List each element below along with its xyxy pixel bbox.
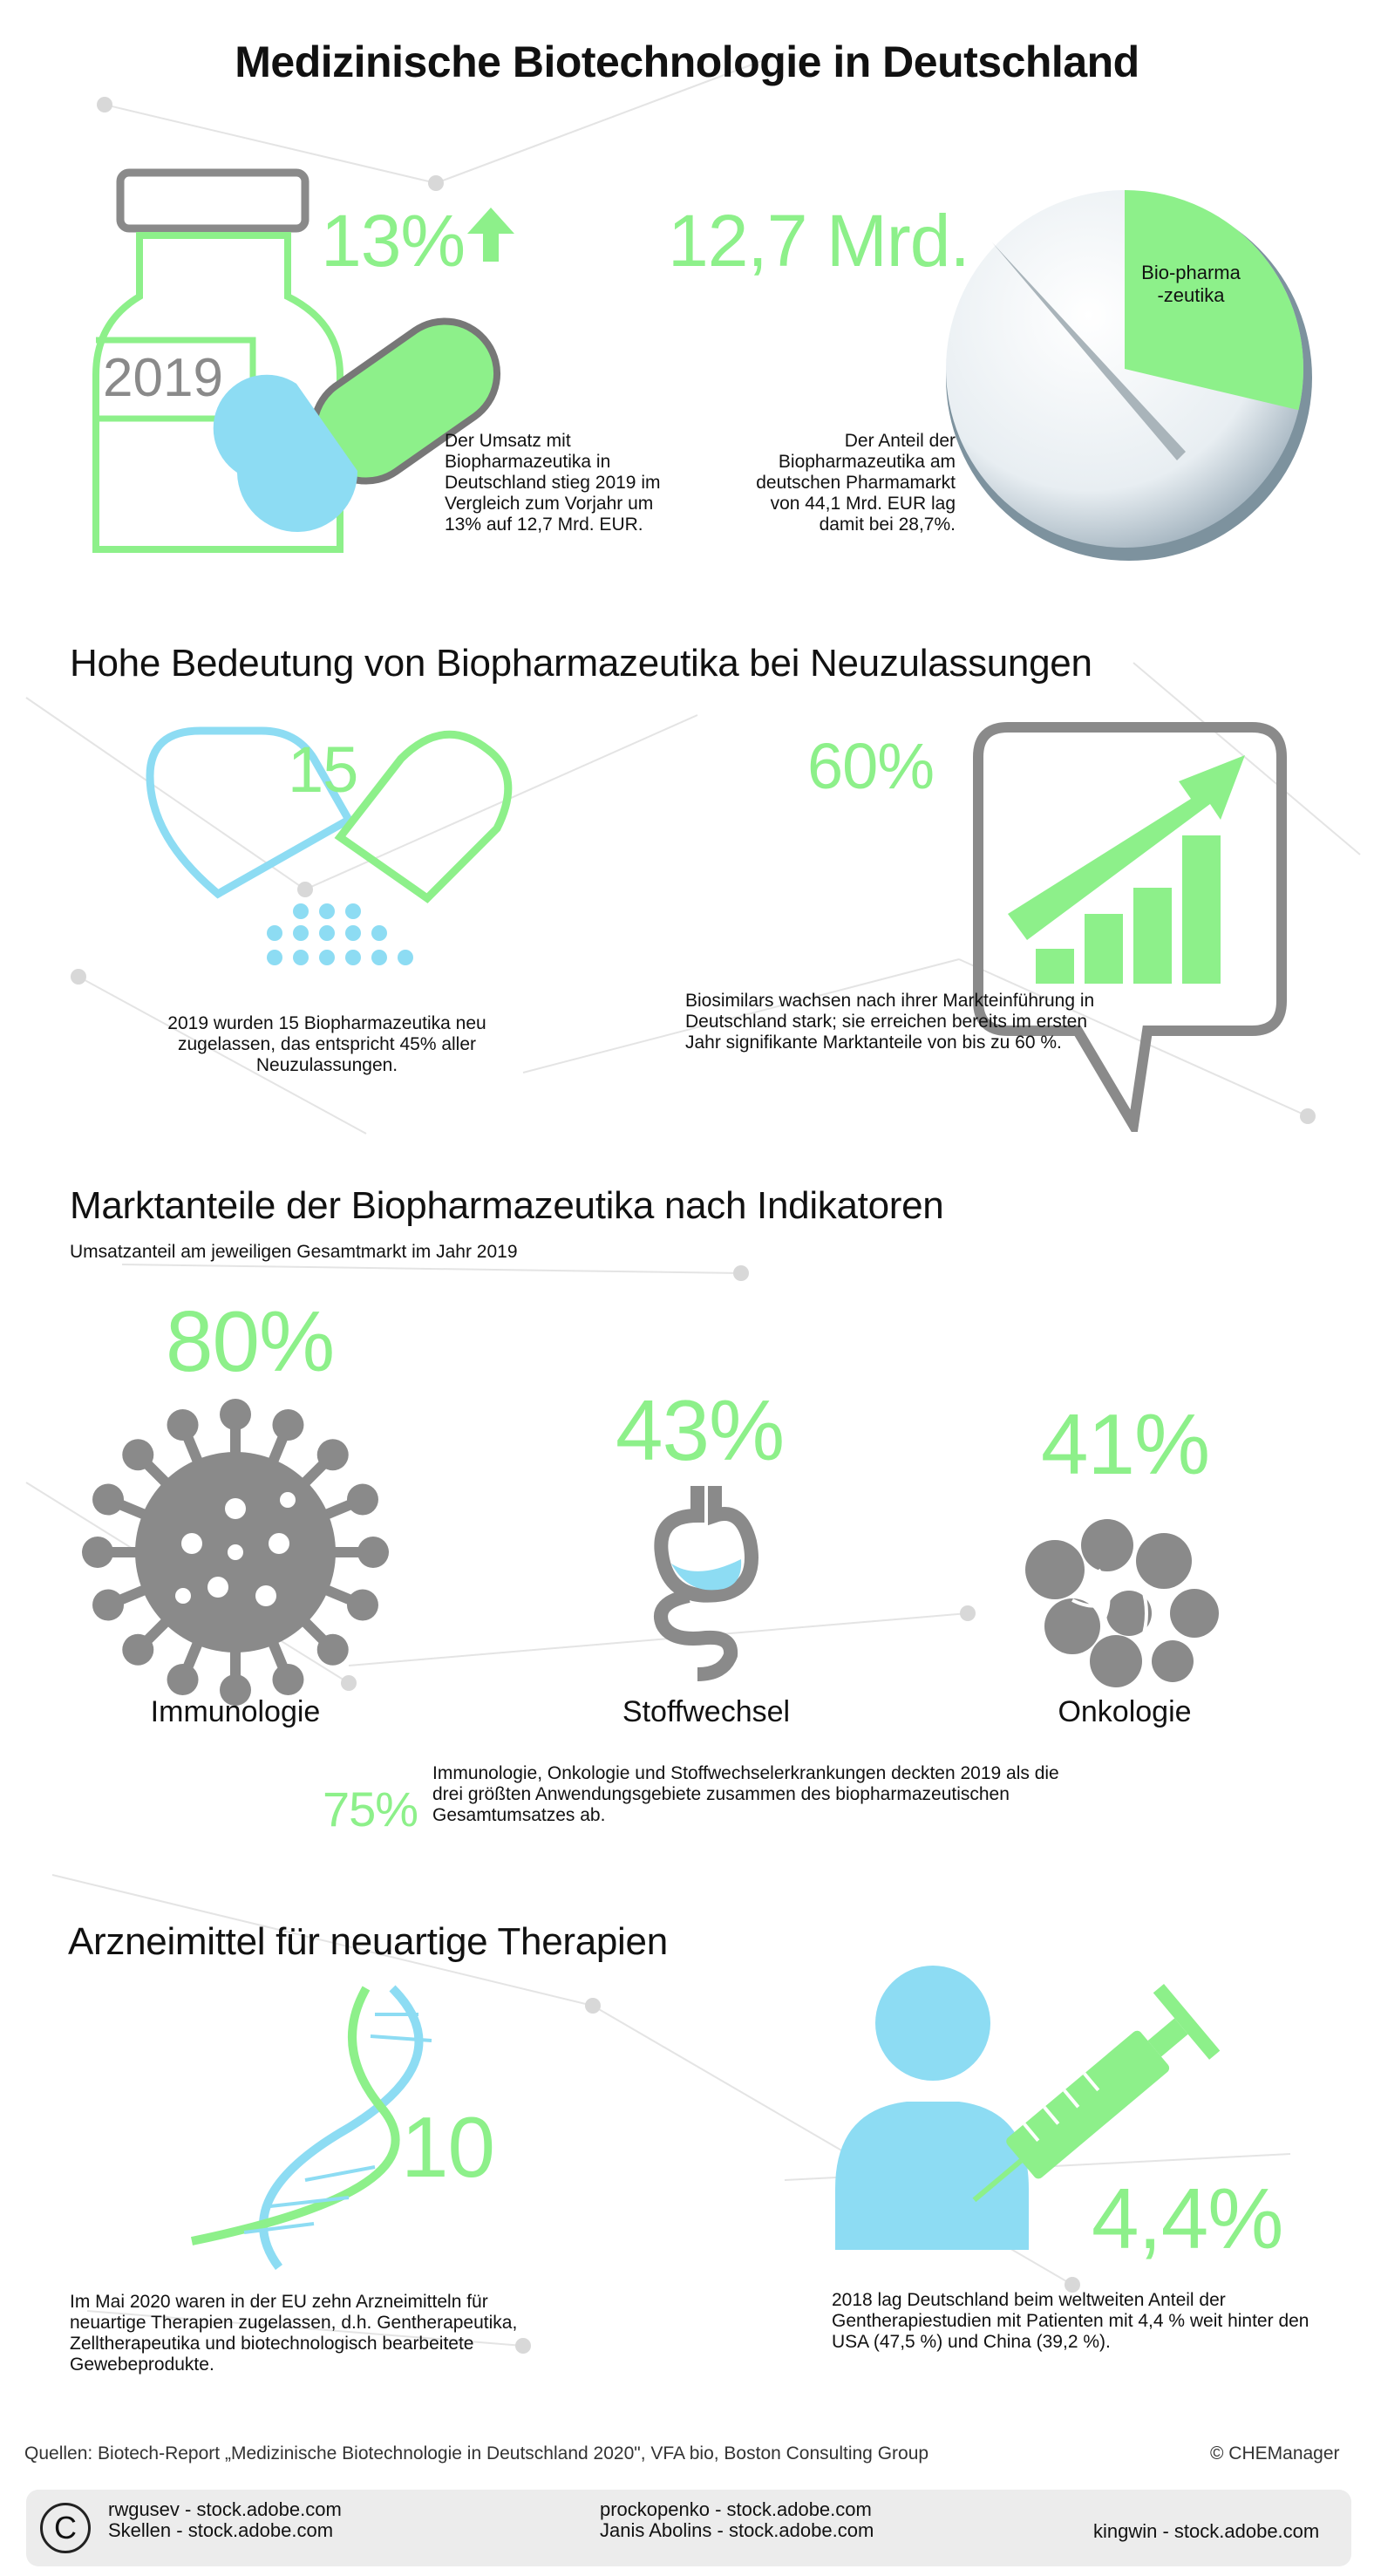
total-text: Immunologie, Onkologie und Stoffwechselerkrankungen deckten 2019 als die drei größten Anwendungsgebiete zusammen des biopharmazeutischen Gesamtumsatzes ab. [432, 1763, 1059, 1825]
virus-spike-tip [317, 1634, 349, 1666]
chart-bar [1182, 835, 1221, 984]
chart-bar [1085, 914, 1123, 984]
section2-heading: Hohe Bedeutung von Biopharmazeutika bei Neuzulassungen [70, 642, 1092, 685]
credit-item: Janis Abolins - stock.adobe.com [600, 2519, 874, 2541]
gene-text: 2018 lag Deutschland beim weltweiten Anteil der Gentherapiestudien mit Patienten mit 4,4 % weit hinter den USA (47,5 %) und China (39,2 %). [832, 2290, 1309, 2352]
virus-spike-tip [347, 1484, 378, 1516]
indicator-value-metabolism: 43% [616, 1382, 785, 1478]
indicator-label-metabolism: Stoffwechsel [622, 1695, 791, 1728]
chart-label: 1 Jahr [1003, 780, 1098, 866]
virus-spike-tip [347, 1589, 378, 1620]
virus-spike-tip [357, 1537, 389, 1568]
section3-heading: Marktanteile der Biopharmazeutika nach Indikatoren [70, 1184, 944, 1227]
growth-chart-bubble [973, 722, 1287, 1132]
biosimilar-text: Biosimilars wachsen nach ihrer Markteinführung in Deutschland stark; sie erreichen bereits im ersten Jahr signifikante Marktanteile von bis zu 60 %. [685, 991, 1095, 1053]
credits-middle [600, 2499, 874, 2541]
virus-icon [78, 1395, 392, 1709]
virus-spike-tip [220, 1399, 251, 1430]
credits-left [108, 2499, 342, 2541]
virus-spike-tip [167, 1664, 199, 1695]
market-text: Der Anteil der Biopharmazeutika am deutschen Pharmamarkt von 44,1 Mrd. EUR lag damit bei 28,7%. [756, 431, 956, 535]
indicator-label-oncology: Onkologie [1058, 1695, 1192, 1728]
growth-text: Der Umsatz mit Biopharmazeutika in Deutschland stieg 2019 im Vergleich zum Vorjahr um 13% auf 12,7 Mrd. EUR. [445, 431, 661, 535]
page-title: Medizinische Biotechnologie in Deutschland [235, 37, 1139, 86]
arrow-up-icon [466, 206, 516, 263]
pie-pill-chart [942, 181, 1316, 565]
approvals-text: 2019 wurden 15 Biopharmazeutika neu zugelassen, das entspricht 45% aller Neuzulassungen. [167, 1013, 486, 1075]
credit-item: Skellen - stock.adobe.com [108, 2519, 334, 2541]
sources-line: Quellen: Biotech-Report „Medizinische Biotechnologie in Deutschland 2020", VFA bio, Boston Consulting Group [24, 2443, 929, 2464]
approvals-value: 15 [288, 733, 358, 806]
cell-cluster-icon [1020, 1517, 1221, 1692]
gene-value: 4,4% [1092, 2171, 1283, 2266]
virus-spike-tip [167, 1409, 199, 1441]
bottle-year: 2019 [103, 348, 223, 408]
indicator-value-immunology: 80% [166, 1293, 335, 1389]
section4-heading: Arzneimittel für neuartige Therapien [68, 1920, 668, 1963]
credit-item: prockopenko - stock.adobe.com [600, 2498, 872, 2520]
virus-spike-tip [272, 1664, 303, 1695]
total-value: 75% [323, 1782, 418, 1837]
section3-subheading: Umsatzanteil am jeweiligen Gesamtmarkt im Jahr 2019 [70, 1242, 518, 1262]
chart-bar [1036, 949, 1074, 984]
pie-label: Bio-pharma-zeutika [1141, 262, 1241, 306]
copyright-icon: C [40, 2503, 91, 2553]
copyright-label: © CHEManager [1210, 2443, 1340, 2464]
virus-spike-tip [122, 1634, 153, 1666]
virus-spike-tip [92, 1484, 124, 1516]
virus-spike-tip [317, 1439, 349, 1470]
credit-item: rwgusev - stock.adobe.com [108, 2498, 342, 2520]
indicator-value-oncology: 41% [1041, 1396, 1210, 1492]
credit-item: kingwin - stock.adobe.com [1093, 2520, 1320, 2542]
virus-spike-tip [82, 1537, 113, 1568]
market-value: 12,7 Mrd. [668, 200, 969, 282]
stomach-icon [636, 1481, 767, 1690]
virus-spike-tip [122, 1439, 153, 1470]
growth-value: 13% [321, 200, 466, 282]
indicator-label-immunology: Immunologie [150, 1695, 321, 1728]
chart-bar [1133, 888, 1172, 984]
virus-spike-tip [92, 1589, 124, 1620]
virus-spike-tip [272, 1409, 303, 1441]
atmp-value: 10 [401, 2099, 495, 2195]
atmp-text: Im Mai 2020 waren in der EU zehn Arzneimitteln für neuartige Therapien zugelassen, d.h. Gentherapeutika, Zelltherapeutika und biotechnologisch bearbeitete Gewebeprodukte. [70, 2292, 518, 2375]
biosimilar-value: 60% [807, 730, 935, 802]
